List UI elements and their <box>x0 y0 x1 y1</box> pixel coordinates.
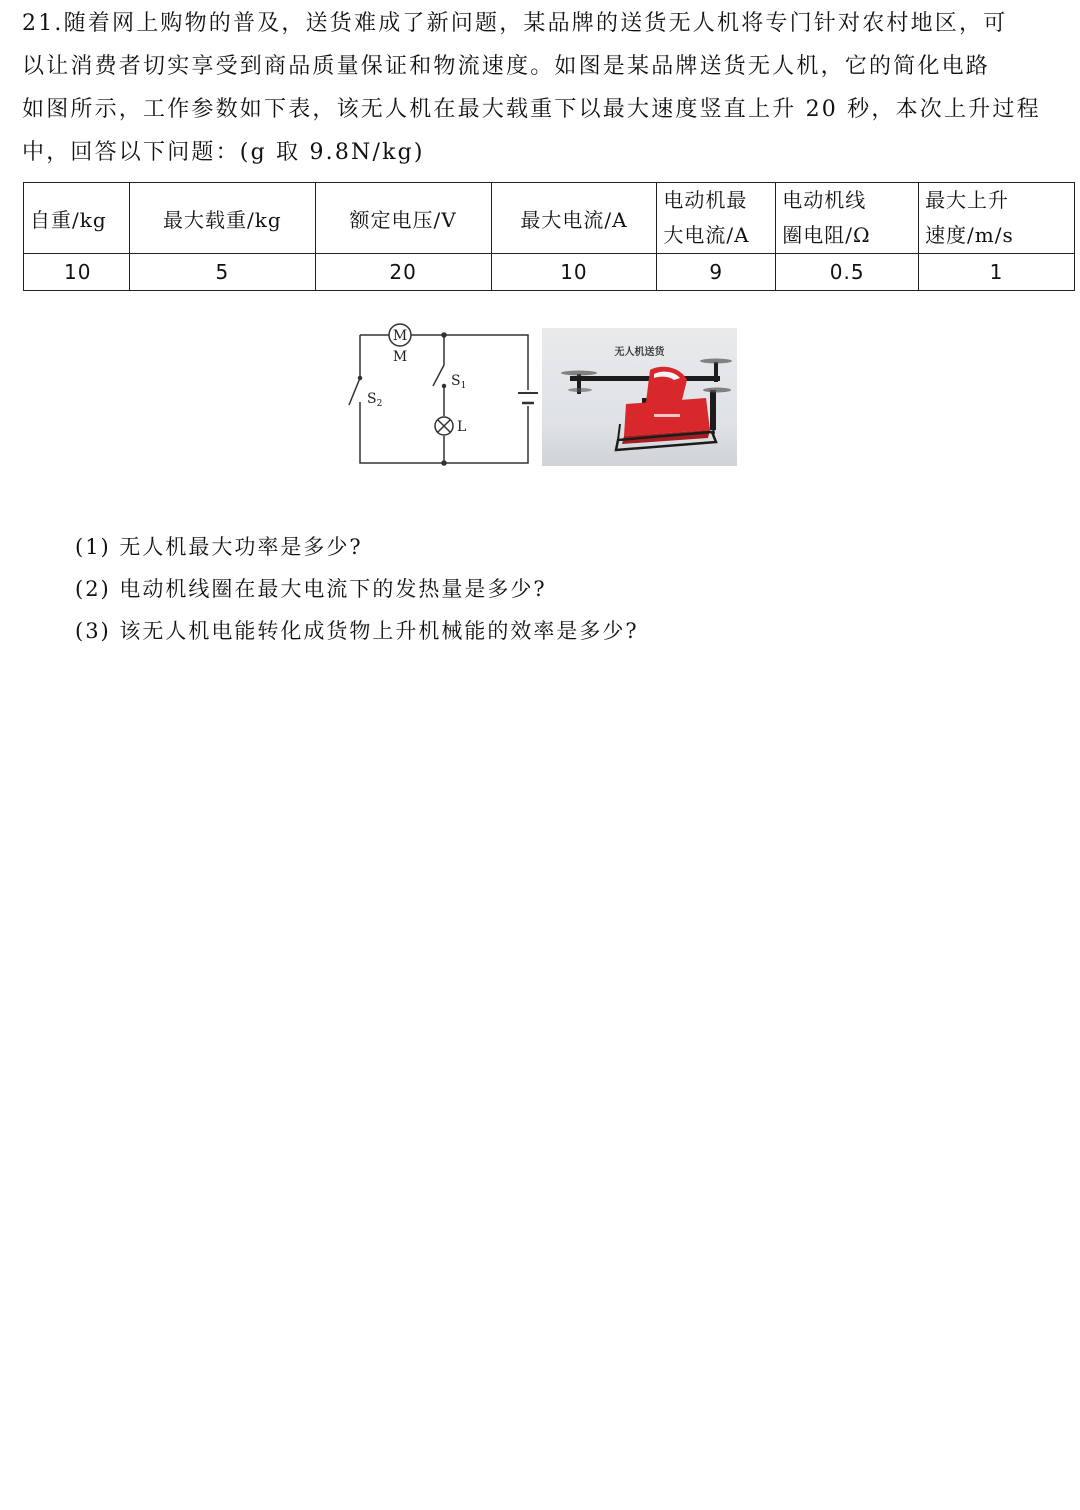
switch-s1-icon <box>433 365 446 388</box>
header-cell-max-current: 最大电流/A <box>491 183 657 254</box>
header-cell-coil-resistance: 电动机线 圈电阻/Ω <box>776 183 919 254</box>
table-header-row <box>24 183 1075 254</box>
svg-text:M: M <box>392 328 408 344</box>
drone-icon <box>542 328 737 466</box>
circuit-diagram <box>340 320 540 470</box>
header-cell-rated-voltage: 额定电压/V <box>315 183 491 254</box>
drone-photo <box>542 328 737 466</box>
question-item: (3) 该无人机电能转化成货物上升机械能的效率是多少? <box>75 619 639 643</box>
value-cell: 1 <box>919 254 1075 291</box>
value-cell: 10 <box>24 254 130 291</box>
header-cell-max-load: 最大载重/kg <box>129 183 315 254</box>
lamp-icon <box>435 417 453 435</box>
problem-line: 21.随着网上购物的普及，送货难成了新问题，某品牌的送货无人机将专门针对农村地区，可 <box>22 11 1008 36</box>
header-cell-max-rise-speed: 最大上升 速度/m/s <box>919 183 1075 254</box>
figure-area <box>340 320 740 470</box>
battery-icon <box>518 393 538 403</box>
problem-line: 如图所示，工作参数如下表，该无人机在最大载重下以最大速度竖直上升 20 秒，本次上升过程 <box>22 97 1041 122</box>
lamp-label: L <box>457 419 467 435</box>
parameter-table <box>23 182 1075 291</box>
header-cell-motor-max-current: 电动机最 大电流/A <box>657 183 776 254</box>
switch-s2-icon <box>349 377 362 406</box>
value-cell: 10 <box>491 254 657 291</box>
motor-label: M <box>392 349 408 365</box>
junction-dot <box>442 461 446 465</box>
value-cell: 9 <box>657 254 776 291</box>
table-row <box>24 254 1075 291</box>
value-cell: 0.5 <box>776 254 919 291</box>
header-cell-self-weight: 自重/kg <box>24 183 130 254</box>
photo-caption: 无人机送货 <box>614 347 665 358</box>
question-item: (2) 电动机线圈在最大电流下的发热量是多少? <box>75 577 547 601</box>
question-item: (1) 无人机最大功率是多少? <box>75 535 363 559</box>
junction-dot <box>442 333 446 337</box>
switch-s2-label: $S_2$ <box>367 391 383 409</box>
value-cell: 20 <box>315 254 491 291</box>
problem-statement <box>22 2 1062 174</box>
questions-list <box>75 526 639 652</box>
motor-icon <box>389 324 411 346</box>
value-cell: 5 <box>129 254 315 291</box>
switch-s1-label: $S_1$ <box>451 373 467 391</box>
problem-line: 中，回答以下问题：(g 取 9.8N/kg) <box>22 140 425 165</box>
problem-line: 以让消费者切实享受到商品质量保证和物流速度。如图是某品牌送货无人机，它的简化电路 <box>22 54 991 79</box>
